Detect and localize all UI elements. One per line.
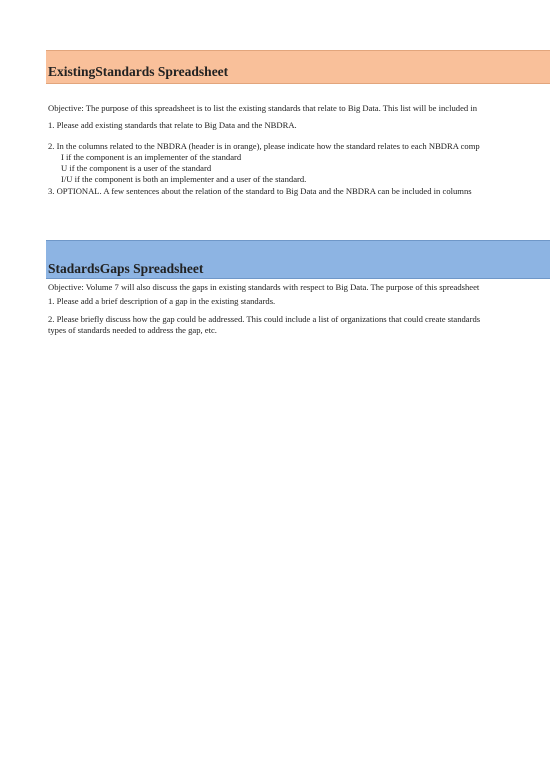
existing-step-1: 1. Please add existing standards that relate to Big Data and the NBDRA. — [48, 120, 297, 130]
gaps-step-2-line-1: 2. Please briefly discuss how the gap could be addressed. This could include a list of organizations that could create standards — [48, 314, 481, 324]
existing-code-user: U if the component is a user of the standard — [61, 163, 212, 173]
standards-gaps-title: StadardsGaps Spreadsheet — [46, 240, 550, 279]
existing-code-implementer: I if the component is an implementer of the standard — [61, 152, 242, 162]
existing-step-2: 2. In the columns related to the NBDRA (header is in orange), please indicate how the standard relates to each NBDRA comp — [48, 141, 480, 151]
existing-step-3: 3. OPTIONAL. A few sentences about the relation of the standard to Big Data and the NBDRA can be included in columns — [48, 186, 472, 196]
gaps-step-2-line-2: types of standards needed to address the gap, etc. — [48, 325, 217, 335]
existing-code-both: I/U if the component is both an implementer and a user of the standard. — [61, 174, 307, 184]
existing-standards-title: ExistingStandards Spreadsheet — [46, 50, 550, 84]
gaps-objective: Objective: Volume 7 will also discuss the gaps in existing standards with respect to Big Data. The purpose of this spreadsheet — [48, 282, 480, 292]
existing-objective: Objective: The purpose of this spreadsheet is to list the existing standards that relate to Big Data. This list will be included in — [48, 103, 478, 113]
gaps-step-1: 1. Please add a brief description of a gap in the existing standards. — [48, 296, 276, 306]
